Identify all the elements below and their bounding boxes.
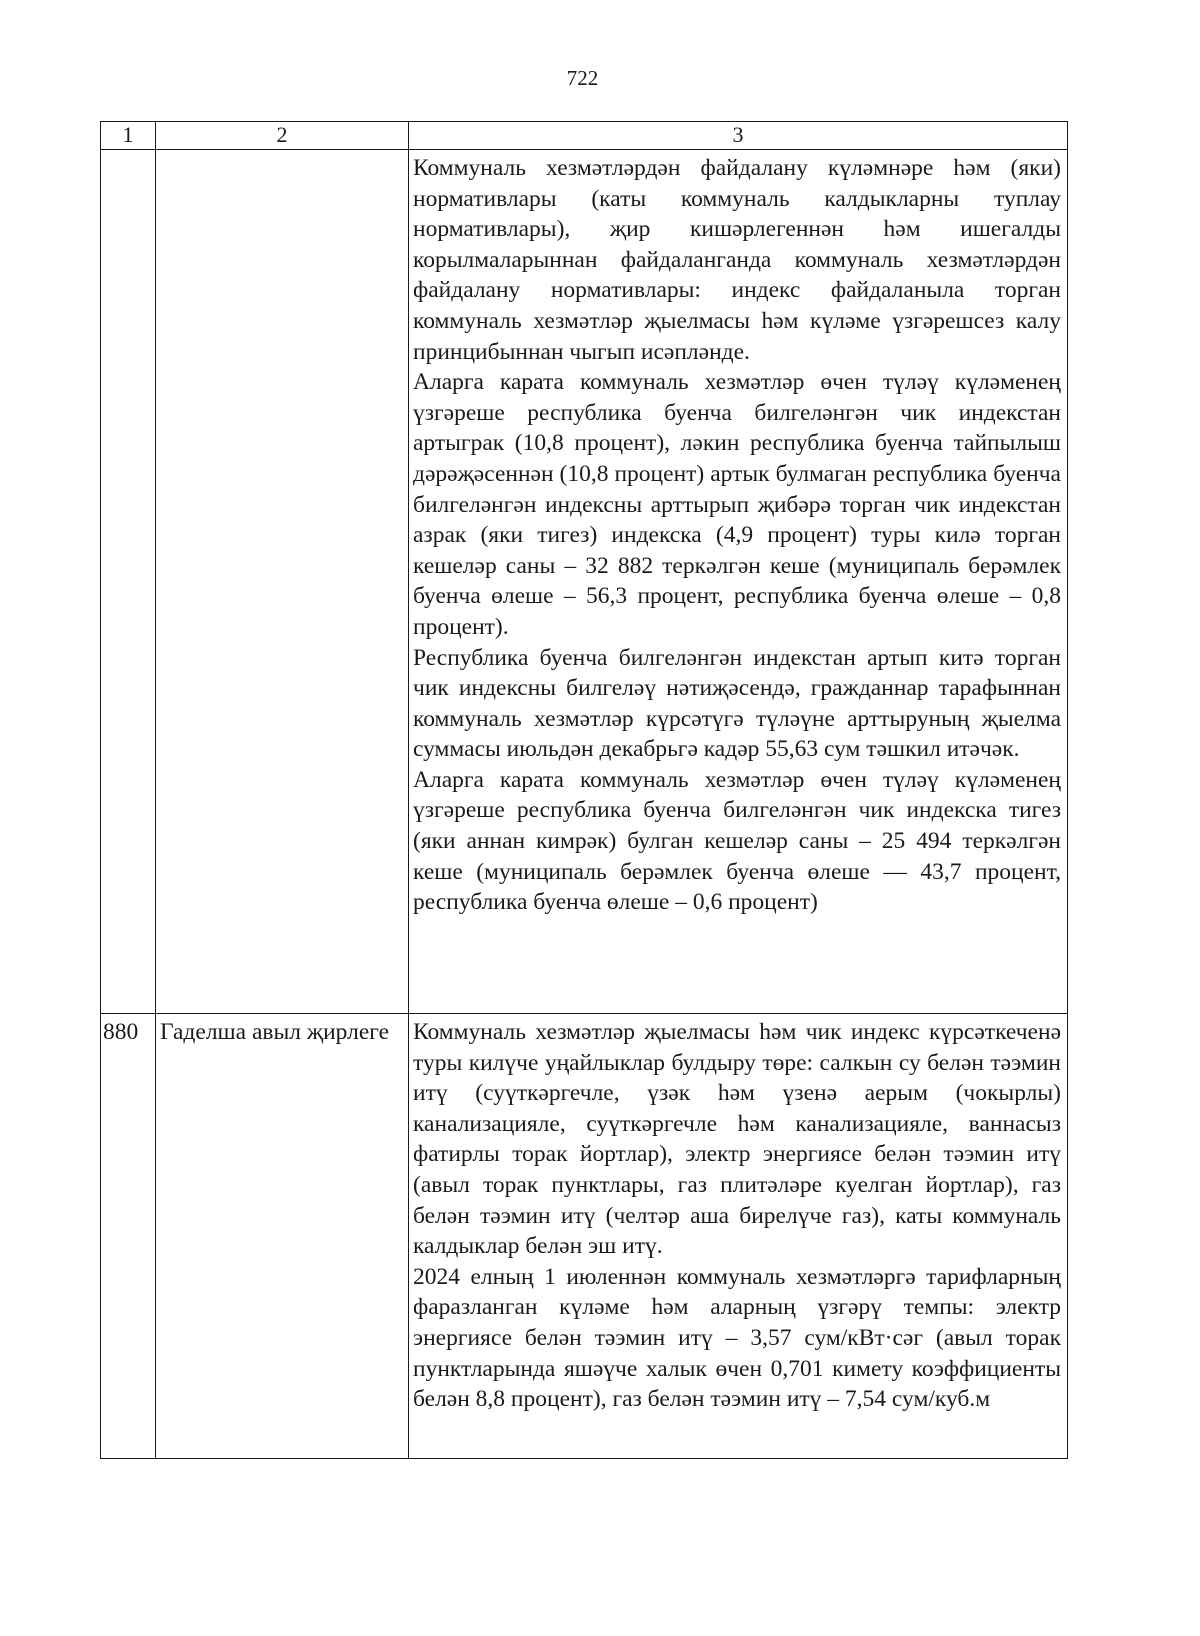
row-number-cell: 880 — [101, 1014, 156, 1459]
municipality-name-cell — [156, 150, 409, 1014]
municipality-name-cell: Гаделша авыл җирлеге — [156, 1014, 409, 1459]
description-paragraph: Коммуналь хезмәтләрдән файдалану күләмнәре һәм (яки) нормативлары (каты коммуналь калдыкларны туплау нормативлары), җир кишәрлегеннән һәм ишегалды корылмаларыннан файдаланганда коммуналь хезмәтләрдән файдалану нормативлары: индекс файдаланыла торган коммуналь хезмәтләр җыелмасы һәм күләме үзгәрешсез калу принцибыннан чыгып исәпләнде. — [413, 155, 1061, 365]
description-cell — [409, 150, 1068, 1014]
page-number: 722 — [566, 66, 599, 90]
description-cell — [409, 1014, 1068, 1459]
column-header-2: 2 — [156, 122, 409, 150]
table-row — [101, 1014, 1068, 1459]
table-row — [101, 150, 1068, 1014]
description-paragraph: Аларга карата коммуналь хезмәтләр өчен түләү күләменең үзгәреше республика буенча билгеләнгән чик индекска тигез (яки аннан кимрәк) булган кешеләр саны – 25 494 теркәлгән кеше (муниципаль берәмлек буенча өлеше — 43,7 процент, республика буенча өлеше – 0,6 процент) — [413, 766, 1061, 916]
description-paragraph: 2024 елның 1 июленнән коммуналь хезмәтләргә тарифларның фаразланган күләме һәм аларның үзгәрү темпы: электр энергиясе белән тәэмин итү – 3,57 сум/кВт·сәг (авыл торак пунктларында яшәүче халык өчен 0,701 кимету коэффициенты белән 8,8 процент), газ белән тәэмин итү – 7,54 сум/куб.м — [413, 1263, 1061, 1413]
table-header-row — [101, 122, 1068, 150]
description-paragraph: Коммуналь хезмәтләр җыелмасы һәм чик индекс күрсәткеченә туры килүче уңайлыклар булдыру төре: салкын су белән тәэмин итү (суүткәргечле, үзәк һәм үзенә аерым (чокырлы) канализацияле, суүткәргечле һәм канализацияле, ваннасыз фатирлы торак йортлар), электр энергиясе белән тәэмин итү (авыл торак пунктлары, газ плитәләре куелган йортлар), газ белән тәэмин итү (челтәр аша бирелүче газ), каты коммуналь калдыклар белән эш итү. — [413, 1019, 1061, 1260]
document-table — [100, 121, 1068, 1459]
column-header-1: 1 — [101, 122, 156, 150]
row-number-cell — [101, 150, 156, 1014]
description-paragraph: Республика буенча билгеләнгән индекстан артып китә торган чик индексны билгеләү нәтиҗәсендә, гражданнар тарафыннан коммуналь хезмәтләр күрсәтүгә түләүне арттыруның җыелма суммасы июльдән декабрьгә кадәр 55,63 сум тәшкил итәчәк. — [413, 644, 1061, 763]
column-header-3: 3 — [409, 122, 1068, 150]
description-paragraph: Аларга карата коммуналь хезмәтләр өчен түләү күләменең үзгәреше республика буенча билгеләнгән чик индекстан артыграк (10,8 процент), ләкин республика буенча тайпылыш дәрәҗәсеннән (10,8 процент) артык булмаган республика буенча билгеләнгән индексны арттырып җибәрә торган чик индекстан азрак (яки тигез) индекска (4,9 процент) туры килә торган кешеләр саны – 32 882 теркәлгән кеше (муниципаль берәмлек буенча өлеше – 56,3 процент, республика буенча өлеше – 0,8 процент). — [413, 369, 1061, 640]
